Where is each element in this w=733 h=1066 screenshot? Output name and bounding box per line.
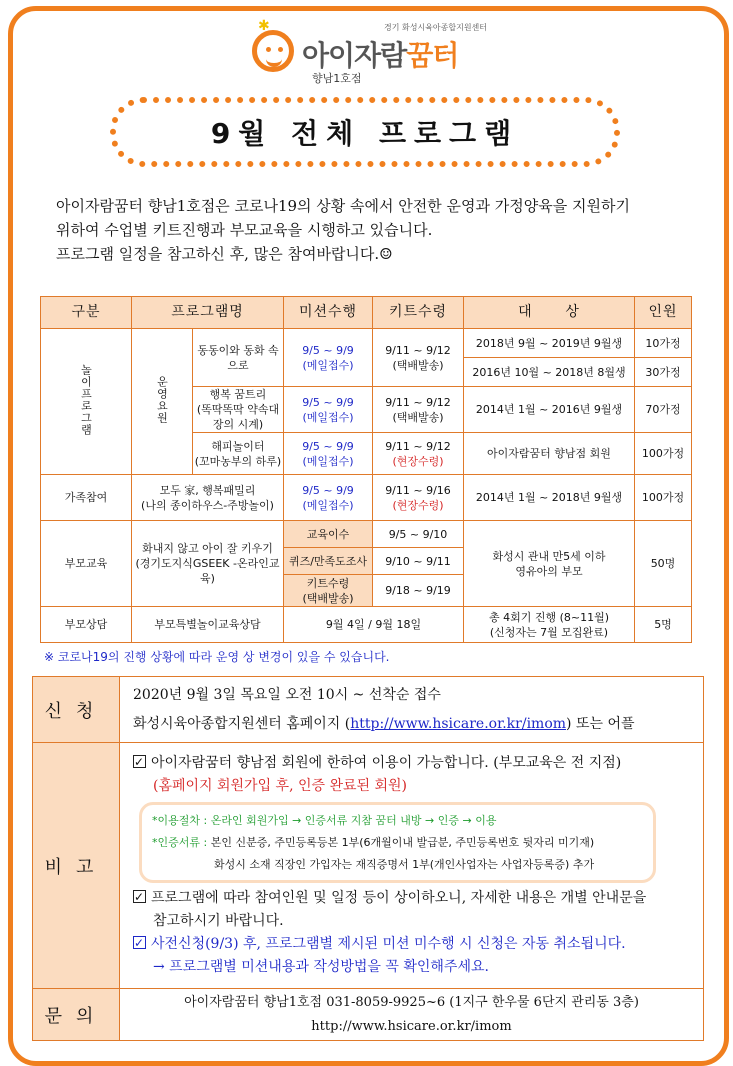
header-target: 대 상 — [464, 297, 635, 329]
step-label: 키트수령 (택배발송) — [284, 575, 373, 607]
smile-face-icon — [252, 30, 294, 72]
category-play: 놀이프로그램 — [41, 329, 132, 475]
category-parent-consult: 부모상담 — [41, 607, 132, 643]
category-operating: 운영요원 — [132, 329, 193, 475]
contact-content: 아이자람꿈터 향남1호점 031-8059-9925~6 (1지구 한우물 6단지 관리동 3층) http://www.hsicare.or.kr/imom — [120, 989, 704, 1041]
page-title: 9월 전체 프로그램 — [210, 117, 520, 150]
count: 10가정 — [635, 329, 692, 358]
program-name: 행복 꿈트리 (똑딱똑딱 약속대장의 시계) — [193, 387, 284, 433]
consult-dates: 9월 4일 / 9월 18일 — [284, 607, 464, 643]
count: 70가정 — [635, 387, 692, 433]
header-mission: 미션수행 — [284, 297, 373, 329]
checkbox-icon — [133, 755, 146, 768]
info-table — [32, 676, 704, 1041]
notice-text: ※ 코로나19의 진행 상황에 따라 운영 상 변경이 있을 수 있습니다. — [44, 650, 390, 664]
step-date: 9/18 ~ 9/19 — [373, 575, 464, 607]
category-family: 가족참여 — [41, 475, 132, 521]
count: 50명 — [635, 521, 692, 607]
header-count: 인원 — [635, 297, 692, 329]
target: 아이자람꿈터 향남점 회원 — [464, 433, 635, 475]
count: 100가정 — [635, 433, 692, 475]
target: 2016년 10월 ~ 2018년 8월생 — [464, 358, 635, 387]
step-date: 9/10 ~ 9/11 — [373, 548, 464, 575]
program-name: 화내지 않고 아이 잘 키우기 (경기도지식GSEEK -온라인교육) — [132, 521, 284, 607]
mission-date: 9/5 ~ 9/9 (메일접수) — [284, 387, 373, 433]
program-name: 부모특별놀이교육상담 — [132, 607, 284, 643]
logo — [252, 18, 492, 88]
header-category: 구분 — [41, 297, 132, 329]
target: 2018년 9월 ~ 2019년 9월생 — [464, 329, 635, 358]
program-table — [40, 296, 692, 643]
kit-date: 9/11 ~ 9/12 (택배발송) — [373, 387, 464, 433]
header-kit: 키트수령 — [373, 297, 464, 329]
mission-date: 9/5 ~ 9/9 (메일접수) — [284, 329, 373, 387]
target: 2014년 1월 ~ 2016년 9월생 — [464, 387, 635, 433]
usage-guide-box: *이용절차 : 온라인 회원가입 → 인증서류 지참 꿈터 내방 → 인증 → 이용 *인증서류 : 본인 신분증, 주민등록등본 1부(6개월이내 발급분, 주민등록번호 뒷자리 미기재) 화성시 소재 직장인 가입자는 재직증명서 1부(개인사업자는 사업자등록증) 추가 — [139, 802, 656, 883]
step-label: 교육이수 — [284, 521, 373, 548]
mission-date: 9/5 ~ 9/9 (메일접수) — [284, 475, 373, 521]
mission-date: 9/5 ~ 9/9 (메일접수) — [284, 433, 373, 475]
kit-date: 9/11 ~ 9/12 (택배발송) — [373, 329, 464, 387]
logo-center-name: 경기 화성시육아종합지원센터 — [384, 23, 488, 32]
contact-url: http://www.hsicare.or.kr/imom — [311, 1018, 512, 1034]
category-parent-education: 부모교육 — [41, 521, 132, 607]
star-icon: ✱ — [258, 18, 270, 34]
target: 화성시 관내 만5세 이하 영유아의 부모 — [464, 521, 635, 607]
target: 총 4회기 진행 (8~11월) (신청자는 7월 모집완료) — [464, 607, 635, 643]
count: 100가정 — [635, 475, 692, 521]
step-label: 퀴즈/만족도조사 — [284, 548, 373, 575]
homepage-link[interactable]: http://www.hsicare.or.kr/imom — [350, 715, 567, 732]
program-name: 모두 家, 행복패밀리 (나의 종이하우스-주방놀이) — [132, 475, 284, 521]
title-box — [110, 97, 620, 167]
kit-date: 9/11 ~ 9/12 (현장수령) — [373, 433, 464, 475]
apply-content: 2020년 9월 3일 목요일 오전 10시 ~ 선착순 접수 화성시육아종합지원센터 홈페이지 (http://www.hsicare.or.kr/imom) 또는 어플 — [120, 677, 704, 743]
target: 2014년 1월 ~ 2018년 9월생 — [464, 475, 635, 521]
header-program: 프로그램명 — [132, 297, 284, 329]
intro-text: 아이자람꿈터 향남1호점은 코로나19의 상황 속에서 안전한 운영과 가정양육을 지원하기 위하여 수업별 키트진행과 부모교육을 시행하고 있습니다. 프로그램 일정을 참고하신 후, 많은 참여바랍니다.☺ — [56, 197, 630, 263]
checkbox-icon — [133, 890, 146, 903]
count: 5명 — [635, 607, 692, 643]
step-date: 9/5 ~ 9/10 — [373, 521, 464, 548]
remark-label: 비고 — [33, 743, 120, 989]
logo-branch: 향남1호점 — [312, 72, 362, 85]
kit-date: 9/11 ~ 9/16 (현장수령) — [373, 475, 464, 521]
program-name: 해피놀이터 (꼬마농부의 하루) — [193, 433, 284, 475]
checkbox-icon — [133, 936, 146, 949]
logo-name: 아이자람꿈터 — [302, 39, 459, 72]
program-name: 동동이와 동화 속으로 — [193, 329, 284, 387]
contact-label: 문의 — [33, 989, 120, 1041]
count: 30가정 — [635, 358, 692, 387]
apply-label: 신청 — [33, 677, 120, 743]
remark-content: ✓아이자람꿈터 향남점 회원에 한하여 이용이 가능합니다. (부모교육은 전 지점) (홈페이지 회원가입 후, 인증 완료된 회원) *이용절차 : 온라인 회원가입 → 인증서류 지참 꿈터 내방 → 인증 → 이용 *인증서류 : 본인 신분증, 주민등록등본 1부(6개월이내 발급분, 주민등록번호 뒷자리 미기재) 화성시 소재 직장인 가입자는 재직증명서 1부(개인사업자는 사업자등록증) 추가 ✓프로그램에 따라 참여인원 및 일정 등이 상이하오니, 자세한 내용은 개별 안내문을 참고하시기 바랍니다. ✓사전신청(9/3) 후, 프로그램별 제시된 미션 미수행 시 신청은 자동 취소됩니다. → 프로그램별 미션내용과 작성방법을 꼭 확인해주세요. — [120, 743, 704, 989]
